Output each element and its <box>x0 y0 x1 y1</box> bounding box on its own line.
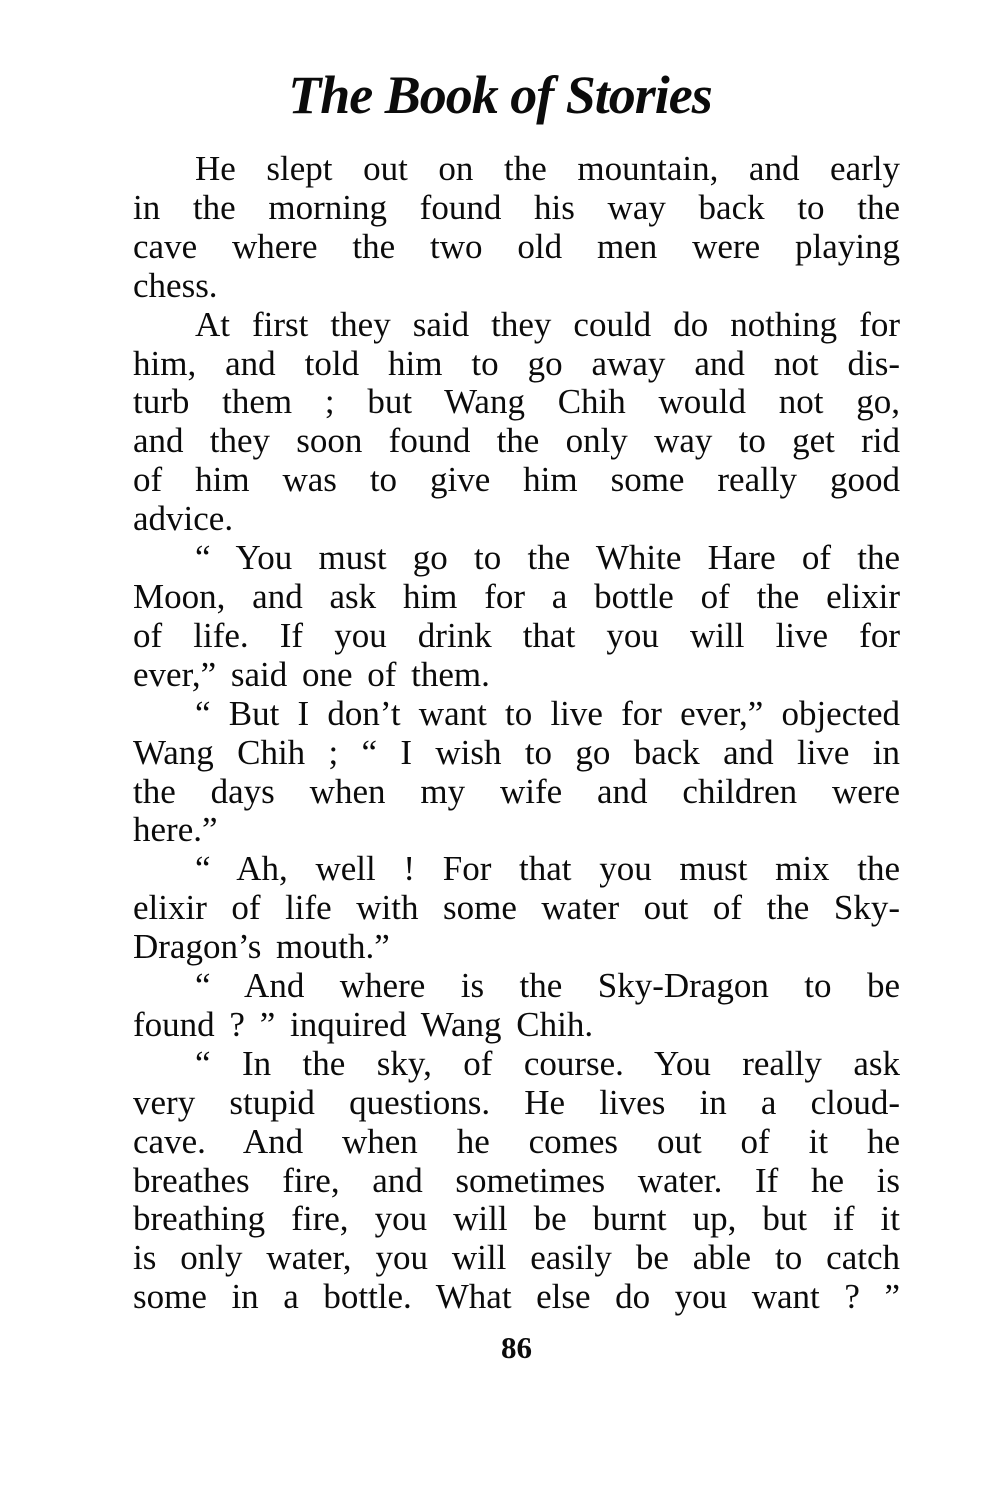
text-line: cave where the two old men were playing <box>133 226 900 266</box>
text-line: here.” <box>133 810 218 850</box>
page-number: 86 <box>501 1330 532 1365</box>
text-line: him, and told him to go away and not dis- <box>133 343 900 383</box>
text-line: Wang Chih ; “ I wish to go back and live in <box>133 732 900 772</box>
text-line: Dragon’s mouth.” <box>133 927 390 967</box>
text-line: found ? ” inquired Wang Chih. <box>133 1004 594 1044</box>
text-line: “ But I don’t want to live for ever,” objected <box>195 693 900 733</box>
text-line: in the morning found his way back to the <box>133 187 900 227</box>
text-line: and they soon found the only way to get rid <box>133 421 900 461</box>
text-line: very stupid questions. He lives in a cloud- <box>133 1082 900 1122</box>
text-line: “ You must go to the White Hare of the <box>195 538 900 578</box>
paragraph <box>133 850 900 967</box>
text-line: elixir of life with some water out of the Sky- <box>133 888 900 928</box>
paragraph <box>133 967 900 1045</box>
text-line: is only water, you will easily be able to catch <box>133 1238 900 1278</box>
text-line: He slept out on the mountain, and early <box>195 149 900 188</box>
text-line: breathes fire, and sometimes water. If he is <box>133 1160 900 1200</box>
text-line: cave. And when he comes out of it he <box>133 1121 900 1161</box>
text-line: chess. <box>133 265 218 305</box>
text-line: some in a bottle. What else do you want ? ” <box>133 1277 900 1317</box>
text-line: breathing fire, you will be burnt up, but if it <box>133 1199 900 1239</box>
page-body <box>133 150 900 1317</box>
text-line: of life. If you drink that you will live for <box>133 615 900 655</box>
paragraph <box>133 539 900 695</box>
text-line: advice. <box>133 499 234 539</box>
text-line: Moon, and ask him for a bottle of the elixir <box>133 576 900 616</box>
paragraph <box>133 695 900 851</box>
text-line: “ In the sky, of course. You really ask <box>195 1043 900 1083</box>
page-title: The Book of Stories <box>288 65 712 125</box>
text-line: the days when my wife and children were <box>133 771 900 811</box>
text-line: At first they said they could do nothing for <box>195 304 900 344</box>
text-line: ever,” said one of them. <box>133 654 490 694</box>
paragraph <box>133 1045 900 1317</box>
text-line: “ Ah, well ! For that you must mix the <box>195 849 900 889</box>
paragraph <box>133 306 900 539</box>
text-line: “ And where is the Sky-Dragon to be <box>195 966 900 1006</box>
text-line: of him was to give him some really good <box>133 460 900 500</box>
text-line: turb them ; but Wang Chih would not go, <box>133 382 900 422</box>
paragraph <box>133 150 900 306</box>
